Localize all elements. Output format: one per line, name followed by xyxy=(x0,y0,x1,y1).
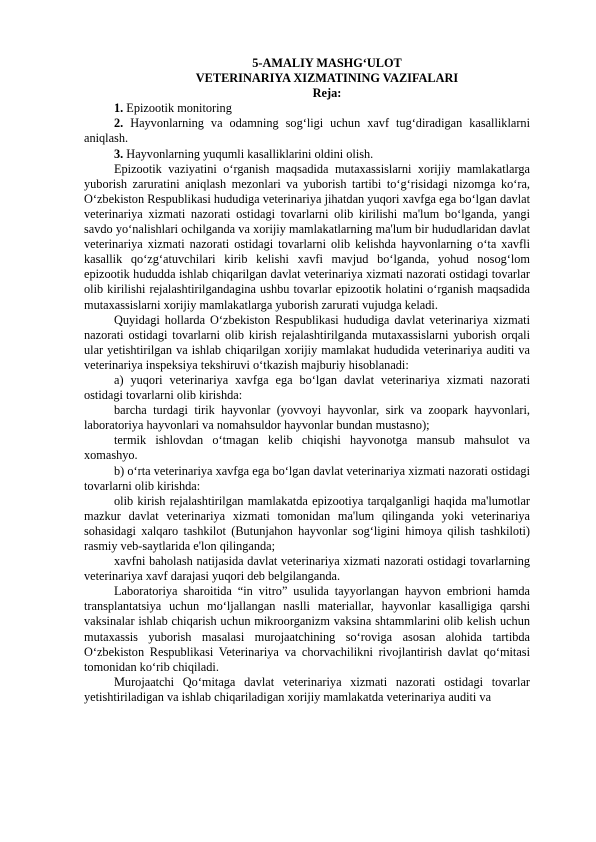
plan-item-number: 1. xyxy=(114,101,124,116)
body-paragraph: a) yuqori veterinariya xavfga ega bo‘lgan davlat veterinariya xizmati nazorati ostidagi tovarlarni olib kirishda: xyxy=(84,372,530,403)
body-paragraph: Epizootik vaziyatini o‘rganish maqsadida mutaxassislarni xorijiy mamlakatlarga yuborish zaruratini aniqlash mezonlari va yuborish tartibi to‘g‘risidagi nizomga ko‘ra, O‘zbekiston Respublikasi hududiga veterinariya jihatdan yuqori xavfga ega bo‘lgan davlat veterinariya xizmati nazorati ostidagi tovarlarni olib kirilishi ma'lum bo‘lganda, yangi savdo yo‘nalishlari ochilganda va xorijiy mamlakatlarning ma'lum bir hududlaridan davlat veterinariya xizmati nazorati ostidagi tovarlarni olib kelishda hayvonlarning o‘ta xavfli kasallik qo‘zg‘atuvchilari kirib kelishi xavfi mavjud bo‘lganda, yohud nosog‘lom epizootik hududda ishlab chiqarilgan davlat veterinariya xizmati nazorati ostidagi tovarlar olib kirilishi rejalashtirilgandagina ushbu tovarlar epizootik holatini o‘rganish maqsadida mutaxassislarni xorijiy mamlakatlarga yuborish zarurati vujudga keladi. xyxy=(84,161,530,312)
plan-item-number: 3. xyxy=(114,146,124,161)
plan-item-text: Hayvonlarning yuqumli kasalliklarini oldini olish. xyxy=(123,146,374,161)
plan-item-text: Hayvonlarning va odamning sog‘ligi uchun xavf tug‘diradigan kasalliklarni aniqlash. xyxy=(84,116,530,146)
plan-item xyxy=(84,147,530,162)
body-paragraph: xavfni baholash natijasida davlat veterinariya xizmati nazorati ostidagi tovarlarning veterinariya xavf darajasi yuqori deb belgilanganda. xyxy=(84,554,530,584)
document-title: 5-AMALIY MASHG‘ULOT xyxy=(252,56,402,70)
body-paragraph: olib kirish rejalashtirilgan mamlakatda epizootiya tarqalganligi haqida ma'lumotlar mazkur davlat veterinariya xizmati tomonidan ma'lum qilinganda yoki veterinariya sohasidagi xalqaro tashkilot (Butunjahon hayvonlar sog‘ligini himoya qilish tashkiloti) rasmiy veb-saytlarida e'lon qilinganda; xyxy=(84,493,530,553)
body-paragraph: Murojaatchi Qo‘mitaga davlat veterinariya xizmati nazorati ostidagi tovarlar yetishtiriladigan va ishlab chiqariladigan xorijiy mamlakatda veterinariya auditi va xyxy=(84,674,530,704)
plan-item-number: 2. xyxy=(114,116,124,131)
plan-item xyxy=(84,116,530,146)
plan-item xyxy=(84,101,530,116)
body-paragraph: termik ishlovdan o‘tmagan kelib chiqishi hayvonotga mansub mahsulot va xomashyo. xyxy=(84,433,530,463)
document-page xyxy=(84,56,530,705)
body-paragraph: b) o‘rta veterinariya xavfga ega bo‘lgan davlat veterinariya xizmati nazorati ostidagi tovarlarni olib kirishda: xyxy=(84,463,530,493)
plan-heading: Reja: xyxy=(312,86,342,101)
document-subtitle: VETERINARIYA XIZMATINING VAZIFALARI xyxy=(195,71,459,86)
body-paragraph: Laboratoriya sharoitida “in vitro” usulida tayyorlangan hayvon embrioni hamda transplantatsiya uchun mo‘ljallangan naslli materiallar, hayvonlar kasalligiga qarshi vaksinalar ishlab chiqarish uchun mikroorganizm vaksina shtammlarini olib kelish uchun mutaxassis yuborish masalasi murojaatchining so‘roviga asosan alohida tartibda O‘zbekiston Respublikasi Veterinariya va chorvachilikni rivojlantirish davlat qo‘mitasi tomonidan ko‘rib chiqiladi. xyxy=(84,584,530,674)
body-paragraph: barcha turdagi tirik hayvonlar (yovvoyi hayvonlar, sirk va zoopark hayvonlari, laboratoriya hayvonlari va nomahsuldor hayvonlar bundan mustasno); xyxy=(84,403,530,433)
plan-item-text: Epizootik monitoring xyxy=(123,101,232,116)
body-paragraph: Quyidagi hollarda O‘zbekiston Respublikasi hududiga davlat veterinariya xizmati nazorati ostidagi tovarlarni olib kirish rejalashtirilganda mutaxassislarni yuborish orqali ular yetishtirilgan va ishlab chiqarilgan xorijiy mamlakat hududida veterinariya auditi va veterinariya inspeksiya tekshiruvi o‘tkazish majburiy hisoblanadi: xyxy=(84,312,530,372)
